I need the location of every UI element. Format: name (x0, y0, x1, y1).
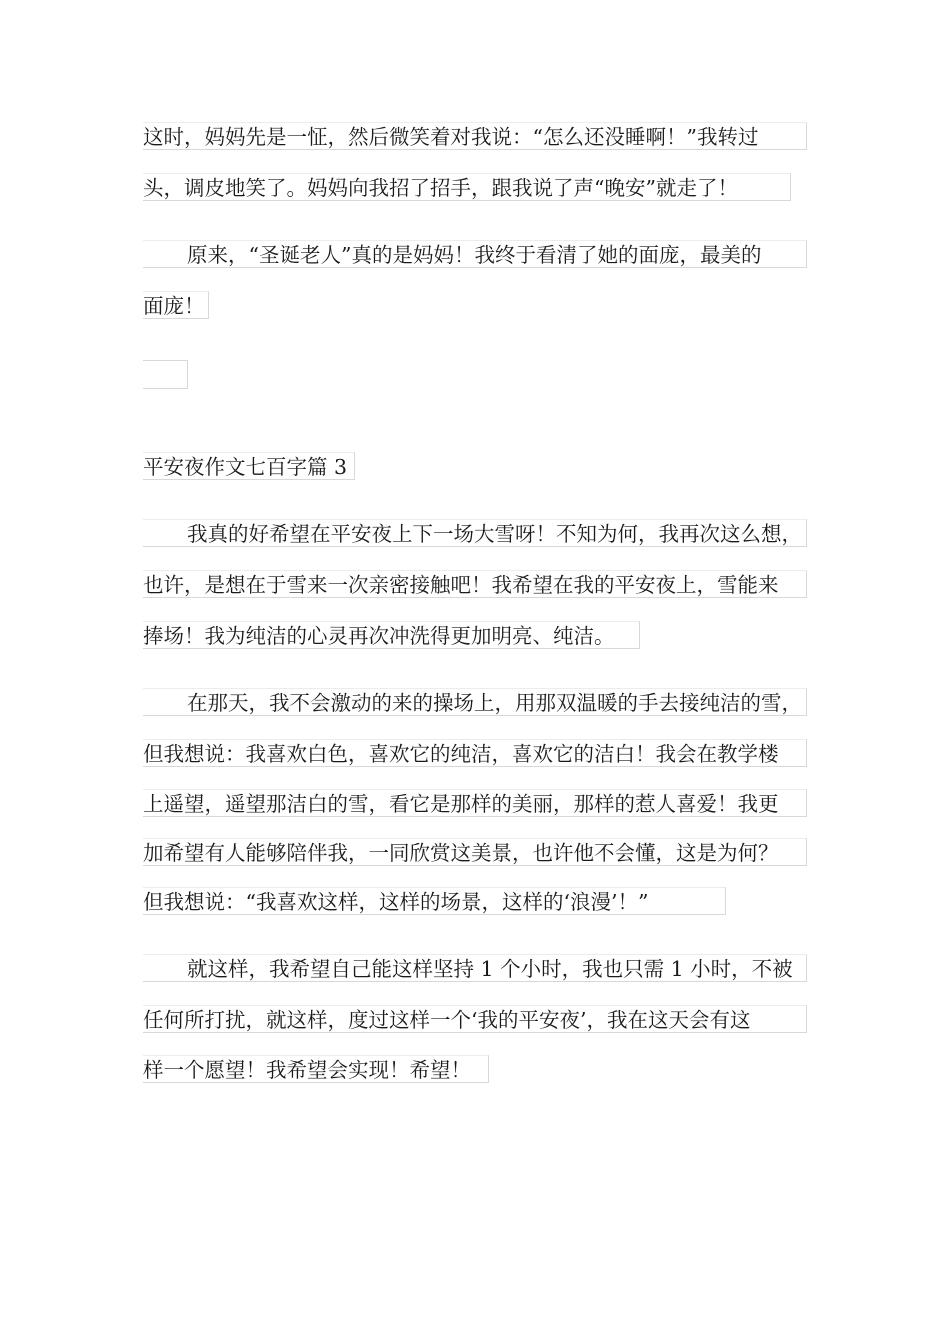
paragraph-line: 在那天，我不会激动的来的操场上，用那双温暖的手去接纯洁的雪， (143, 688, 807, 716)
paragraph-line: 也许，是想在于雪来一次亲密接触吧！我希望在我的平安夜上，雪能来 (143, 570, 807, 598)
paragraph-line: 任何所打扰，就这样，度过这样一个‘我的平安夜’，我在这天会有这 (143, 1005, 807, 1033)
paragraph-line: 上遥望，遥望那洁白的雪，看它是那样的美丽，那样的惹人喜爱！我更 (143, 789, 807, 817)
paragraph-line: 面庞！ (143, 291, 209, 319)
paragraph-line: 样一个愿望！我希望会实现！希望！ (143, 1055, 489, 1083)
paragraph-line: 但我想说：我喜欢白色，喜欢它的纯洁，喜欢它的洁白！我会在教学楼 (143, 739, 807, 767)
paragraph-line: 捧场！我为纯洁的心灵再次冲洗得更加明亮、纯洁。 (143, 621, 640, 649)
paragraph-line: 我真的好希望在平安夜上下一场大雪呀！不知为何，我再次这么想， (143, 519, 807, 547)
paragraph-line: 这时，妈妈先是一怔，然后微笑着对我说：“怎么还没睡啊！”我转过 (143, 122, 807, 150)
section-heading: 平安夜作文七百字篇 3 (143, 452, 355, 480)
empty-line (143, 360, 188, 389)
paragraph-line: 加希望有人能够陪伴我，一同欣赏这美景，也许他不会懂，这是为何？ (143, 838, 807, 866)
paragraph-line: 但我想说：“我喜欢这样，这样的场景，这样的‘浪漫’！” (143, 887, 726, 915)
paragraph-line: 就这样，我希望自己能这样坚持 1 个小时，我也只需 1 小时，不被 (143, 954, 807, 982)
paragraph-line: 原来，“圣诞老人”真的是妈妈！我终于看清了她的面庞，最美的 (143, 240, 807, 268)
paragraph-line: 头，调皮地笑了。妈妈向我招了招手，跟我说了声“晚安”就走了！ (143, 173, 791, 201)
